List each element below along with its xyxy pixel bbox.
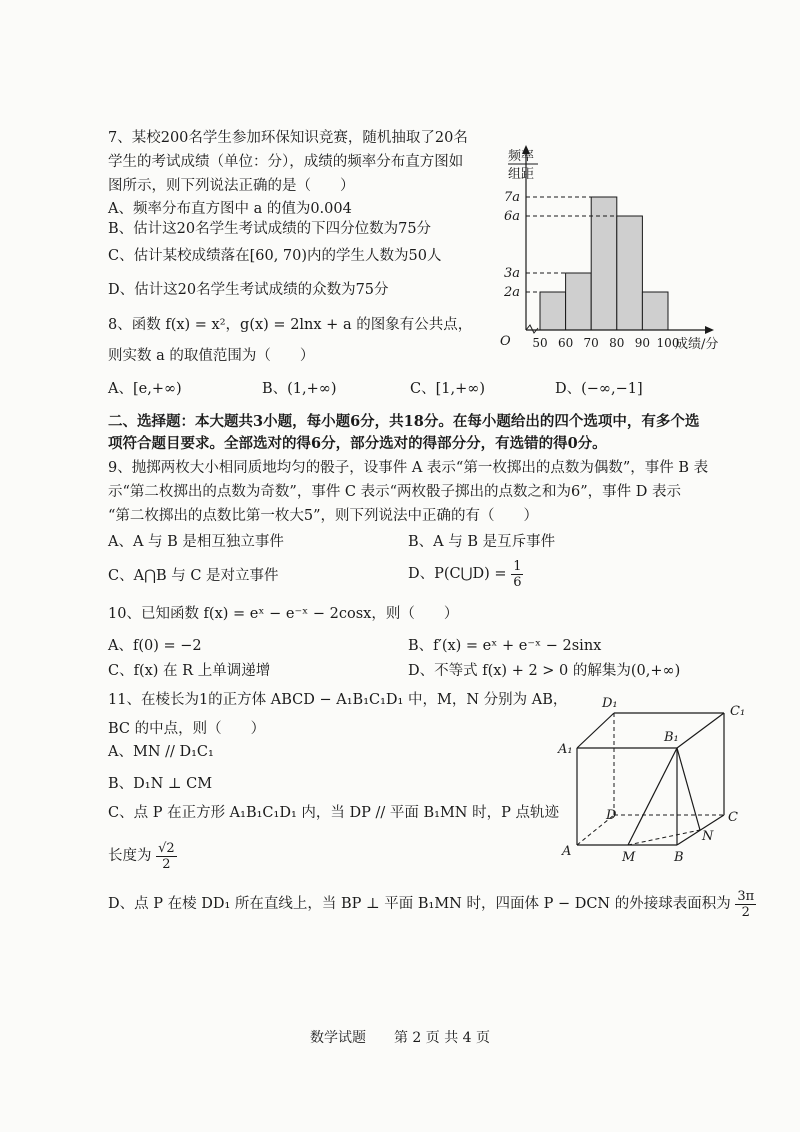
histogram-bar — [540, 292, 566, 330]
q7-option-d: D、估计这20名学生考试成绩的众数为75分 — [108, 282, 389, 298]
cube-vertex-label: B₁ — [664, 730, 679, 745]
q10-option-c: C、f(x) 在 R 上单调递增 — [108, 663, 271, 679]
q11-option-d-text: D、点 P 在棱 DD₁ 所在直线上，当 BP ⊥ 平面 B₁MN 时，四面体 P − DCN 的外接球表面积为 — [108, 896, 731, 912]
q10-option-a: A、f(0) = −2 — [108, 638, 202, 654]
histogram-bar — [566, 273, 592, 330]
histogram-bar — [642, 292, 668, 330]
q8-option-b: B、(1,+∞) — [262, 381, 337, 397]
fraction-denominator: 2 — [741, 904, 750, 920]
q8-option-d: D、(−∞,−1] — [555, 381, 643, 397]
q11-option-c-fraction — [156, 841, 177, 872]
q11-option-b: B、D₁N ⊥ CM — [108, 776, 213, 792]
y-tick-label: 6a — [503, 209, 520, 224]
cube-vertex-label: D — [606, 808, 617, 823]
fraction-denominator: 2 — [162, 856, 171, 872]
q7-stem-line2: 学生的考试成绩（单位：分），成绩的频率分布直方图如 — [108, 154, 464, 170]
q11-stem-line2: BC 的中点，则（ ） — [108, 721, 266, 737]
q11-option-c: C、点 P 在正方形 A₁B₁C₁D₁ 内，当 DP // 平面 B₁MN 时，P 点轨迹 — [108, 805, 559, 821]
q8-option-a: A、[e,+∞) — [108, 381, 182, 397]
hist-origin-label: O — [500, 334, 511, 349]
q9-stem-line2: 示“第二枚掷出的点数为奇数”，事件 C 表示“两枚骰子掷出的点数之和为6”，事件 D 表示 — [108, 484, 682, 500]
histogram-bar — [617, 216, 643, 330]
q11-option-c-length-text: 长度为 — [108, 848, 152, 864]
fraction-numerator: 3π — [737, 888, 755, 904]
q7-option-c: C、估计某校成绩落在[60, 70)内的学生人数为50人 — [108, 248, 442, 264]
q7-stem-line1: 7、某校200名学生参加环保知识竞赛，随机抽取了20名 — [108, 130, 468, 146]
q7-option-a: A、频率分布直方图中 a 的值为0.004 — [108, 201, 352, 217]
x-tick-label: 80 — [609, 336, 625, 350]
section2-instructions-line1: 二、选择题：本大题共3小题，每小题6分，共18分。在每小题给出的四个选项中，有多个选 — [108, 413, 700, 430]
x-tick-label: 60 — [557, 336, 574, 350]
q7-option-b: B、估计这20名学生考试成绩的下四分位数为75分 — [108, 221, 432, 237]
hist-ylabel-bottom: 组距 — [508, 167, 535, 182]
cube-vertex-label: B — [674, 850, 684, 865]
q8-option-c: C、[1,+∞) — [410, 381, 485, 397]
cube-vertex-label: M — [622, 850, 636, 865]
cube-vertex-label: D₁ — [602, 696, 618, 711]
x-tick-label: 100 — [656, 336, 680, 350]
q11-option-a: A、MN // D₁C₁ — [108, 744, 214, 760]
fraction-numerator: √2 — [158, 840, 175, 856]
q9-option-d-fraction — [511, 559, 523, 590]
cube-vertex-label: N — [702, 829, 714, 844]
q10-option-b: B、f′(x) = eˣ + e⁻ˣ − 2sinx — [408, 638, 602, 654]
q9-option-b: B、A 与 B 是互斥事件 — [408, 534, 556, 550]
hist-ylabel-top: 频率 — [508, 149, 535, 164]
fraction-denominator: 6 — [513, 574, 522, 590]
q8-stem-line2: 则实数 a 的取值范围为（ ） — [108, 348, 315, 364]
y-tick-label: 3a — [503, 266, 520, 281]
q11-stem-line1: 11、在棱长为1的正方体 ABCD − A₁B₁C₁D₁ 中，M，N 分别为 AB， — [108, 692, 568, 708]
histogram-bar — [591, 197, 617, 330]
q9-option-d — [408, 556, 523, 592]
section2-instructions-line2: 项符合题目要求。全部选对的得6分，部分选对的得部分分，有选错的得0分。 — [108, 435, 607, 452]
q10-option-d: D、不等式 f(x) + 2 > 0 的解集为(0,+∞) — [408, 663, 681, 679]
hist-xlabel: 成绩/分 — [675, 337, 719, 352]
frequency-histogram — [490, 140, 730, 355]
cube-vertex-label: A₁ — [558, 742, 573, 757]
x-tick-label: 70 — [583, 336, 599, 350]
q9-option-a: A、A 与 B 是相互独立事件 — [108, 534, 284, 550]
cube-vertex-label: C₁ — [730, 704, 746, 719]
x-tick-label: 90 — [634, 336, 651, 350]
q11-option-d-fraction — [735, 889, 756, 920]
q11-option-c-cont — [108, 836, 177, 876]
y-tick-label: 2a — [503, 285, 520, 300]
q9-option-d-text: D、P(C⋃D) = — [408, 566, 507, 582]
y-tick-label: 7a — [503, 190, 520, 205]
page-footer: 数学试题 第 2 页 共 4 页 — [309, 1030, 491, 1046]
cube-vertex-label: C — [728, 810, 738, 825]
q10-stem: 10、已知函数 f(x) = eˣ − e⁻ˣ − 2cosx，则（ ） — [108, 606, 459, 622]
cube-figure — [552, 695, 752, 865]
x-tick-label: 50 — [532, 336, 548, 350]
q7-stem-line3: 图所示，则下列说法正确的是（ ） — [108, 178, 355, 194]
q9-stem-line1: 9、抛掷两枚大小相同质地均匀的骰子，设事件 A 表示“第一枚掷出的点数为偶数”，事件 B 表 — [108, 460, 709, 476]
q9-option-c: C、A⋂B 与 C 是对立事件 — [108, 568, 279, 584]
q8-stem-line1: 8、函数 f(x) = x²，g(x) = 2lnx + a 的图象有公共点， — [108, 317, 473, 333]
q9-stem-line3: “第二枚掷出的点数比第一枚大5”，则下列说法中正确的有（ ） — [108, 508, 539, 524]
cube-vertex-label: A — [562, 844, 572, 859]
q11-option-d — [108, 884, 756, 924]
fraction-numerator: 1 — [513, 558, 522, 574]
